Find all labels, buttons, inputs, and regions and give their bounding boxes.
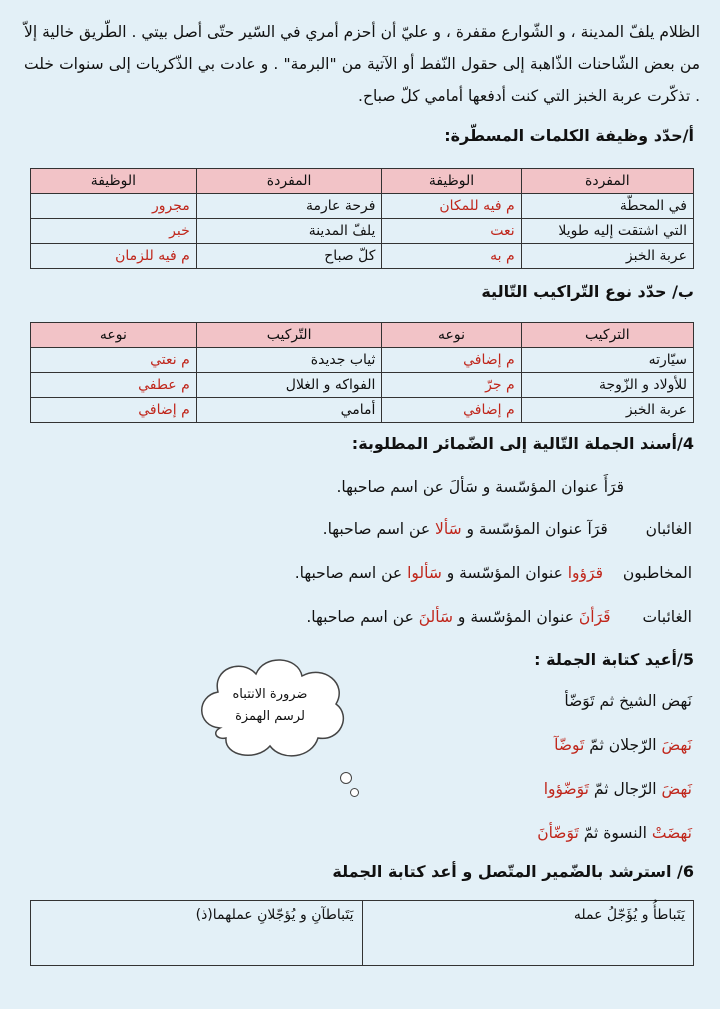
header-cell: التّركيب [196,323,382,348]
section-6-title: 6/ استرشد بالضّمير المتّصل و أعد كتابة الجملة [332,862,694,881]
base-sentence: قرَأَ عنوان المؤسّسة و سَألَ عن اسم صاحبها. [336,478,624,496]
answer-cell: م فيه للزمان [31,244,197,269]
header-cell: التركيب [521,323,693,348]
verb-2: سَألنَ [418,608,453,626]
section-4-title: 4/أسند الجملة التّالية إلى الضّمائر المطلوبة: [351,434,694,453]
answer-cell: خبر [31,219,197,244]
passage-text: الظلام يلفّ المدينة ، و الشّوارع مقفرة ، و عليّ أن أحزم أمري في السّير حتّى أصل بيتي . الطّريق خالية إلاّ من بعض الشّاحنات الذّاهبة إلى حقول النّفط أو الآتية من "البرمة" . و عادت بي الذّكريات إلى سنوات خلت . تذكّرت عربة الخبز التي كنت أدفعها أمامي كلّ صباح. [24,23,700,105]
functions-table [30,168,694,269]
answer-cell: م إضافي [31,398,197,423]
text-part: تَوَضّأ [564,692,595,710]
section-a-title: أ/حدّد وظيفة الكلمات المسطّرة: [444,126,694,145]
word-cell: التي اشتقت إليه طويلا [521,219,693,244]
verb-1: قرَؤوا [567,564,603,582]
sentence-mid: عنوان المؤسّسة و [452,608,579,626]
header-cell: نوعه [31,323,197,348]
header-cell: نوعه [382,323,521,348]
verb-red: نَهضَ [661,736,692,754]
answer-cell: م إضافي [382,398,521,423]
pronoun-label: المخاطبون [622,564,692,582]
word-cell: أمامي [196,398,382,423]
answer-cell: نعت [382,219,521,244]
answer-cell: م نعتي [31,348,197,373]
verb-red: تَوَضّأنَ [537,824,579,842]
section-5-title: 5/أعيد كتابة الجملة : [534,650,694,669]
answer-cell: م به [382,244,521,269]
cloud-bubble [350,788,359,797]
table-header-row [31,323,694,348]
verb-2: سَألا [435,520,462,538]
rewrite-line [537,824,692,842]
sentence-cell: يَتَباطأُ و يُؤَجّلُ عمله [362,901,694,966]
pronoun-label: الغائبات [642,608,692,626]
answer-cell: مجرور [31,194,197,219]
sentence-end: عن اسم صاحبها. [294,564,408,582]
word-cell: كلّ صباح [196,244,382,269]
verb-red: نَهضَتْ [651,824,692,842]
conjugation-line [306,608,692,626]
verb-red: تَوضّآ [554,736,585,754]
word-cell: في المحطّة [521,194,693,219]
pronoun-table [30,900,694,966]
header-cell: الوظيفة [382,169,521,194]
sentence-mid: عنوان المؤسّسة و [441,564,568,582]
cloud-bubble [340,772,352,784]
text-part: النسوة ثمّ [578,824,652,842]
word-cell: للأولاد و الزّوجة [521,373,693,398]
answer-cell: م عطفي [31,373,197,398]
cloud-line: لرسم الهمزة [235,709,305,724]
pronoun-label: الغائبان [645,520,692,538]
table-row [31,244,694,269]
word-cell: ثياب جديدة [196,348,382,373]
text-part: نَهض الشيخ ثم [594,692,692,710]
word-cell: فرحة عارمة [196,194,382,219]
verb-red: تَوَضّؤوا [543,780,589,798]
table-row [31,901,694,966]
section-b-title: ب/ حدّد نوع التّراكيب التّالية [481,282,694,301]
answer-cell: م فيه للمكان [382,194,521,219]
word-cell: الفواكه و الغلال [196,373,382,398]
sentence-end: عن اسم صاحبها. [306,608,419,626]
structures-table [30,322,694,423]
conjugation-line [295,564,692,582]
table-row [31,348,694,373]
text-part: الرّجلان ثمّ [584,736,662,754]
word-cell: عربة الخبز [521,244,693,269]
rewrite-line [554,736,692,754]
conjugation-line [323,520,692,538]
sentence-cell: يَتَباطآنِ و يُؤجّلانِ عملهما(ذ) [31,901,363,966]
cloud-note [200,684,340,728]
sentence-mid: عنوان المؤسّسة و [461,520,588,538]
sentence-end: عن اسم صاحبها. [322,520,436,538]
table-row [31,194,694,219]
word-cell: سيّارته [521,348,693,373]
text-part: الرّجال ثمّ [588,780,662,798]
table-row [31,398,694,423]
verb-2: سَألوا [407,564,442,582]
table-row [31,373,694,398]
verb-1: قَرَأنَ [578,608,611,626]
verb-red: نَهضَ [661,780,692,798]
verb-1: قرَآ [587,520,608,538]
rewrite-line [544,780,692,798]
table-row [31,219,694,244]
rewrite-line [564,692,692,710]
header-cell: المفردة [521,169,693,194]
answer-cell: م إضافي [382,348,521,373]
cloud-line: ضرورة الانتباه [232,687,308,702]
answer-cell: م جرّ [382,373,521,398]
table-header-row [31,169,694,194]
header-cell: المفردة [196,169,382,194]
word-cell: عربة الخبز [521,398,693,423]
word-cell: يلفّ المدينة [196,219,382,244]
header-cell: الوظيفة [31,169,197,194]
